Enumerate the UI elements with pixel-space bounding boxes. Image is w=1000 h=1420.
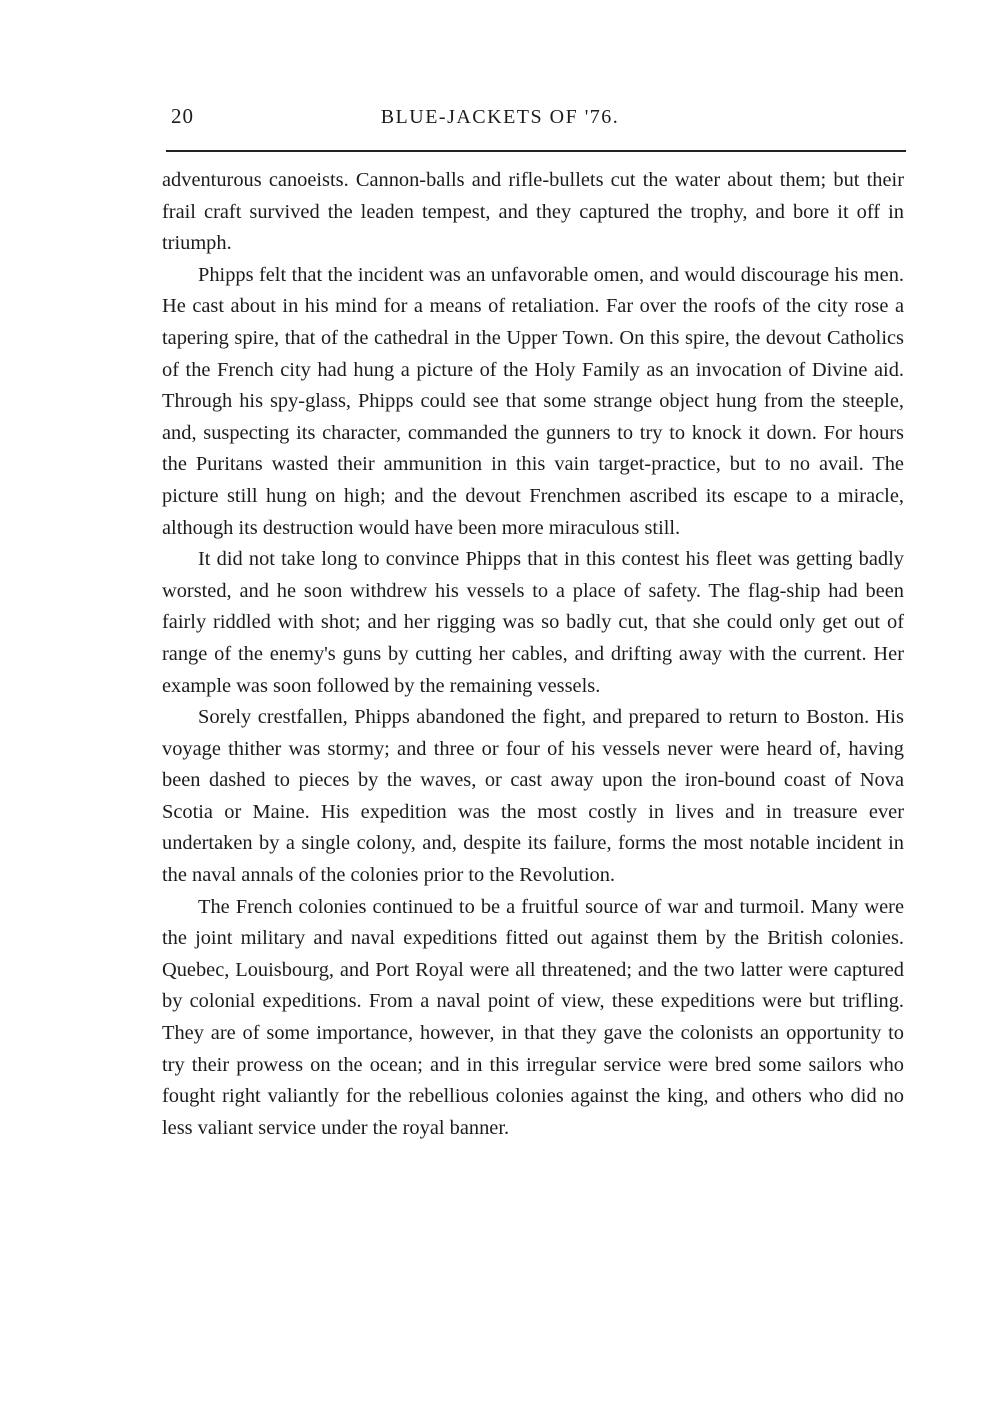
running-head: BLUE-JACKETS OF '76. bbox=[380, 106, 620, 128]
page-number: 20 bbox=[171, 104, 194, 128]
body-text bbox=[162, 165, 904, 1144]
paragraph-phipps-spire: Phipps felt that the incident was an unfavorable omen, and would discourage his men. He cast about in his mind for a means of retaliation. Far over the roofs of the city rose a tapering spire, that of the cathedral in the Upper Town. On this spire, the devout Catholics of the French city had hung a picture of the Holy Family as an invocation of Divine aid. Through his spy-glass, Phipps could see that some strange object hung from the steeple, and, suspecting its character, commanded the gunners to try to knock it down. For hours the Puritans wasted their ammunition in this vain target-practice, but to no avail. The picture still hung on high; and the devout Frenchmen ascribed its escape to a miracle, although its destruction would have been more miraculous still. bbox=[162, 263, 904, 539]
paragraph-fleet-worsted: It did not take long to convince Phipps that in this contest his fleet was getting badly worsted, and he soon withdrew his vessels to a place of safety. The flag-ship had been fairly riddled with shot; and her rigging was so badly cut, that she could only get out of range of the enemy's guns by cutting her cables, and drifting away with the current. Her example was soon followed by the remaining vessels. bbox=[162, 548, 904, 697]
paragraph-continued: adventurous canoeists. Cannon-balls and rifle-bullets cut the water about them; but their frail craft survived the leaden tempest, and they captured the trophy, and bore it off in triumph. bbox=[162, 169, 904, 255]
paragraph-return-boston: Sorely crestfallen, Phipps abandoned the fight, and prepared to return to Boston. His voyage thither was stormy; and three or four of his vessels never were heard of, having been dashed to pieces by the waves, or cast away upon the iron-bound coast of Nova Scotia or Maine. His expedition was the most costly in lives and in treasure ever undertaken by a single colony, and, despite its failure, forms the most notable incident in the naval annals of the colonies prior to the Revolution. bbox=[162, 706, 904, 887]
paragraph-french-colonies: The French colonies continued to be a fruitful source of war and turmoil. Many were the joint military and naval expeditions fitted out against them by the British colonies. Quebec, Louisbourg, and Port Royal were all threatened; and the two latter were captured by colonial expeditions. From a naval point of view, these expeditions were but trifling. They are of some importance, however, in that they gave the colonists an opportunity to try their prowess on the ocean; and in this irregular service were bred some sailors who fought right valiantly for the rebellious colonies against the king, and others who did no less valiant service under the royal banner. bbox=[162, 895, 904, 1139]
header-rule bbox=[166, 150, 906, 152]
